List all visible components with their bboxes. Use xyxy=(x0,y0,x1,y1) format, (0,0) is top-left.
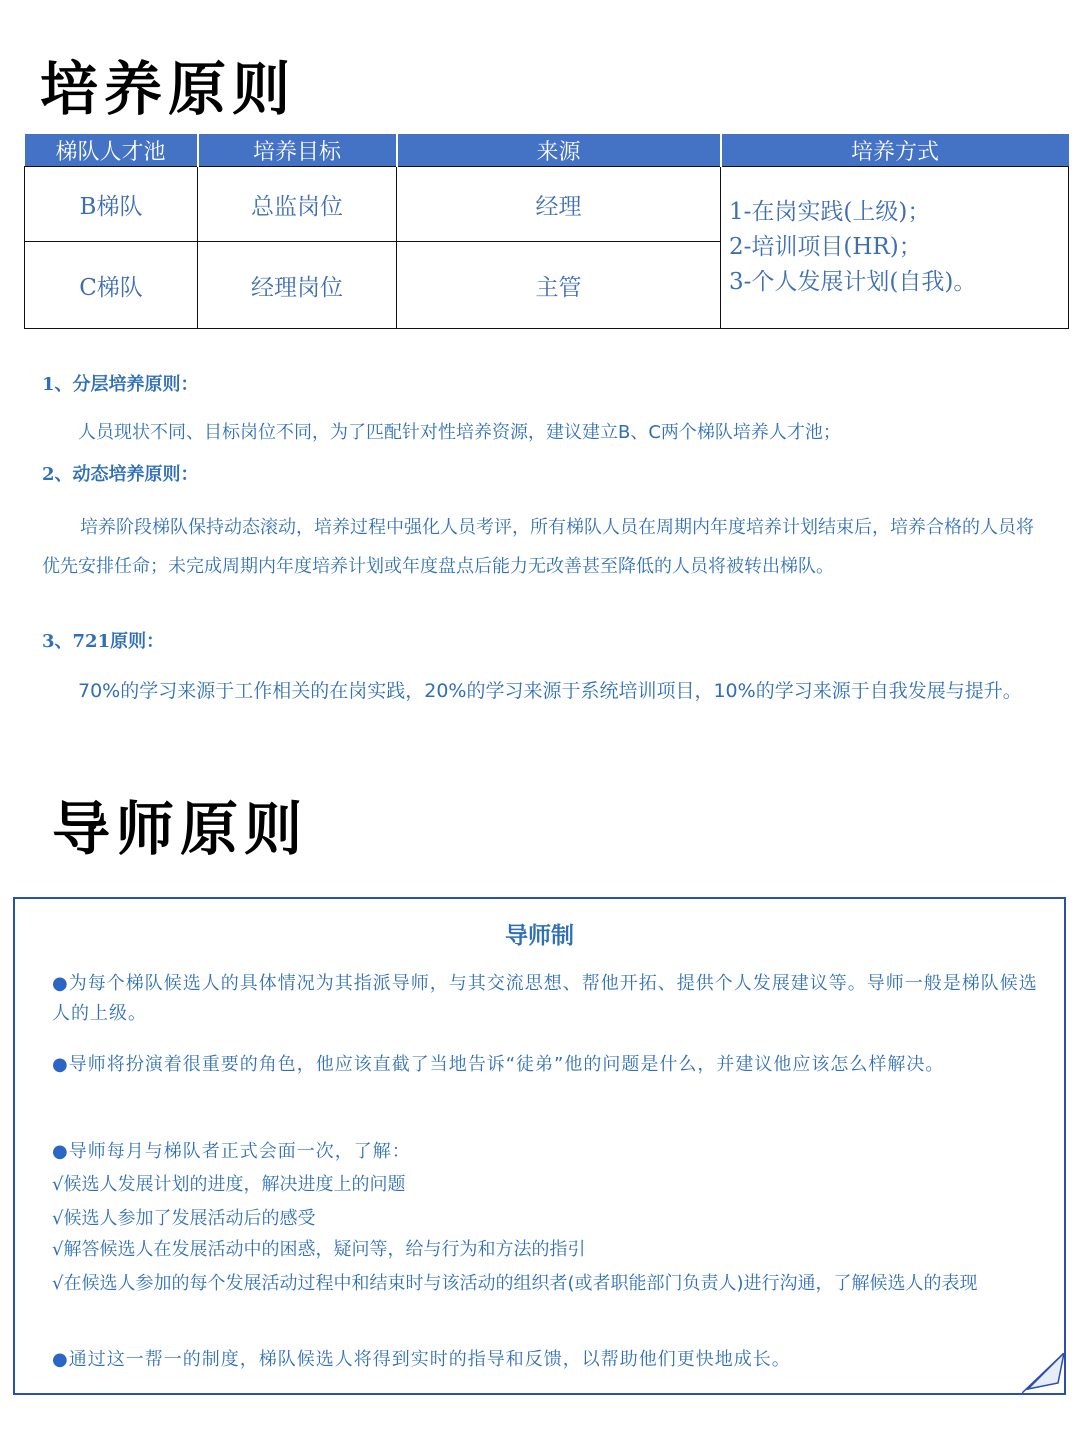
check-text: 候选人发展计划的进度，解决进度上的问题 xyxy=(63,1174,406,1195)
table-row xyxy=(25,167,1069,242)
page-title-training: 培养原则 xyxy=(40,55,297,123)
check-item xyxy=(52,1271,1057,1297)
paragraph-text: 导师每月与梯队者正式会面一次，了解： xyxy=(68,1141,411,1162)
check-text: 候选人参加了发展活动后的感受 xyxy=(63,1208,316,1229)
method-item: 1-在岗实践(上级)； xyxy=(729,199,931,225)
table-header: 来源 xyxy=(397,134,721,167)
table-header-row xyxy=(25,134,1069,167)
principle-721 xyxy=(42,627,1042,703)
check-icon: √ xyxy=(52,1273,64,1294)
bullet-icon: ● xyxy=(52,1054,69,1075)
page-title-mentor: 导师原则 xyxy=(52,795,309,863)
check-icon: √ xyxy=(52,1174,64,1195)
paragraph-text: 导师将扮演着很重要的角色，他应该直截了当地告诉“徒弟”他的问题是什么，并建议他应该怎么样解决。 xyxy=(68,1054,945,1075)
table-cell: 经理 xyxy=(397,167,721,242)
mentor-box xyxy=(13,897,1066,1395)
table-cell: 总监岗位 xyxy=(198,167,397,242)
method-item: 3-个人发展计划(自我)。 xyxy=(729,269,977,295)
check-text: 解答候选人在发展活动中的困惑，疑问等，给与行为和方法的指引 xyxy=(63,1239,586,1260)
principle-text: 人员现状不同、目标岗位不同，为了匹配针对性培养资源，建议建立B、C两个梯队培养人才池； xyxy=(78,422,841,443)
table-cell: 经理岗位 xyxy=(198,242,397,329)
table-cell: B梯队 xyxy=(25,167,198,242)
check-icon: √ xyxy=(52,1208,64,1229)
mentor-paragraph xyxy=(52,969,1052,1029)
table-cell: 主管 xyxy=(397,242,721,329)
mentor-paragraph xyxy=(52,1050,1052,1080)
check-item xyxy=(52,1172,1057,1198)
principle-text: 培养阶段梯队保持动态滚动，培养过程中强化人员考评，所有梯队人员在周期内年度培养计划结束后，培养合格的人员将优先安排任命；未完成周期内年度培养计划或年度盘点后能力无改善甚至降低的人员将被转出梯队。 xyxy=(42,517,1034,577)
check-item xyxy=(52,1237,1057,1263)
table-cell: C梯队 xyxy=(25,242,198,329)
principle-dynamic xyxy=(42,460,1042,586)
table-header: 培养方式 xyxy=(721,134,1069,167)
mentor-box-title: 导师制 xyxy=(505,923,574,949)
check-item xyxy=(52,1206,1057,1232)
bullet-icon: ● xyxy=(52,1349,69,1370)
paragraph-text: 通过这一帮一的制度，梯队候选人将得到实时的指导和反馈，以帮助他们更快地成长。 xyxy=(68,1349,791,1370)
principle-heading: 2、动态培养原则： xyxy=(42,464,199,485)
mentor-paragraph xyxy=(52,1137,1052,1167)
training-method-cell xyxy=(721,167,1069,329)
check-icon: √ xyxy=(52,1239,64,1260)
mentor-paragraph xyxy=(52,1345,1052,1375)
principle-heading: 1、分层培养原则： xyxy=(42,374,199,395)
method-item: 2-培训项目(HR)； xyxy=(729,234,922,260)
check-text: 在候选人参加的每个发展活动过程中和结束时与该活动的组织者(或者职能部门负责人)进行沟通，了解候选人的表现 xyxy=(63,1273,978,1294)
bullet-icon: ● xyxy=(52,1141,69,1162)
paragraph-text: 为每个梯队候选人的具体情况为其指派导师，与其交流思想、帮他开拓、提供个人发展建议等。导师一般是梯队候选人的上级。 xyxy=(52,973,1038,1024)
principle-layered xyxy=(42,370,1042,444)
principle-heading: 3、721原则： xyxy=(42,631,165,652)
bullet-icon: ● xyxy=(52,973,69,994)
training-table xyxy=(24,134,1069,329)
table-header: 培养目标 xyxy=(198,134,397,167)
table-header: 梯队人才池 xyxy=(25,134,198,167)
page-curl-icon xyxy=(1022,1353,1064,1393)
principle-text: 70%的学习来源于工作相关的在岗实践，20%的学习来源于系统培训项目，10%的学习来源于自我发展与提升。 xyxy=(78,680,1022,702)
